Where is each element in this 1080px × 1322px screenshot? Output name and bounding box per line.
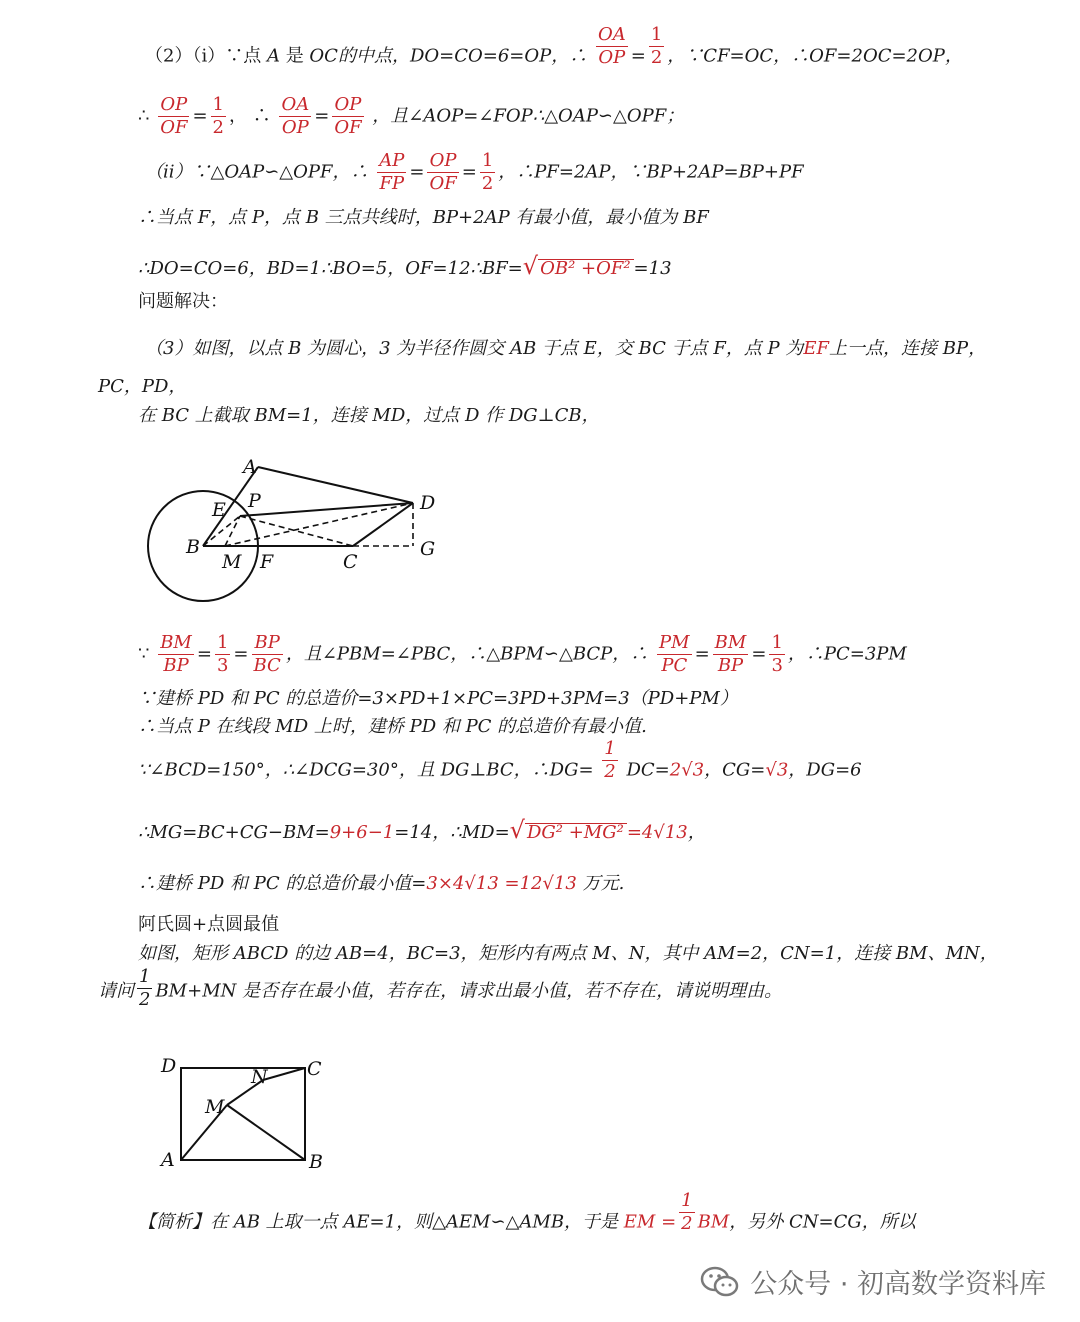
fraction (332, 96, 363, 137)
label-a: A (161, 1149, 175, 1171)
label-e: E (212, 499, 226, 521)
text: 2√3 (669, 759, 705, 781)
fraction-numerator: 1 (481, 150, 494, 171)
text: ，另外 CN=CG，所以 (729, 1211, 916, 1233)
fraction (427, 152, 458, 193)
line-3a (145, 340, 986, 358)
text: （3）如图，以点 B 为圆心，3 为半径作圆交 AB 于点 E，交 BC 于点 F，点 P 为 (145, 338, 804, 359)
fraction (769, 634, 784, 675)
fraction-numerator: 1 (771, 632, 783, 653)
fraction-denominator: BP (163, 655, 189, 676)
fraction-denominator: 2 (604, 761, 616, 782)
segment-ad (258, 467, 413, 503)
text: ，∴PC=3PM (787, 643, 907, 665)
text: ∵ (138, 643, 150, 665)
fraction-denominator: 2 (139, 989, 151, 1010)
fraction-denominator: 2 (212, 117, 224, 138)
wechat-icon (700, 1265, 740, 1299)
line-2i-ratios: ∴ $\frac{OP}{OF}$ = $\frac{1}{2}$ ， ∴ $\frac{OA}{OP}$ = $\frac{OP}{OF}$ ，且∠AOP=∠FOP∴△OAP∽△OPF； (138, 94, 685, 138)
line-3b: PC，PD， (98, 376, 187, 397)
text: ，∴PF=2AP，∵BP+2AP=BP+PF (498, 161, 804, 183)
sqrt-radicand: OB² +OF² (538, 259, 633, 278)
label-f: F (260, 551, 274, 573)
line-2i: （2）（i）∵点 A 是 OC的中点，DO=CO=6=OP，∴ $\frac{OA}{OP}$ = $\frac{1}{2}$ ，∵CF=OC，∴OF=2OC=2OP， (145, 24, 963, 68)
text: 的中点，DO=CO=6=OP，∴ (337, 45, 588, 67)
text: ∴ (252, 105, 271, 127)
fraction-denominator: OP (598, 47, 626, 68)
fraction-numerator: PM (659, 632, 690, 653)
fraction-numerator: OP (158, 96, 189, 117)
fraction-denominator: PC (661, 655, 688, 676)
line-md (138, 818, 706, 842)
text: EF (803, 338, 830, 359)
fraction-numerator: AP (379, 150, 405, 171)
fraction-numerator: BM (714, 632, 747, 653)
fraction (211, 96, 226, 137)
text: ，CG= (704, 759, 766, 781)
line-cost1: ∵建桥 PD 和 PC 的总造价=3×PD+1×PC=3PD+3PM=3（PD+PM） (138, 688, 738, 709)
fraction-numerator: 1 (139, 966, 151, 987)
line-collinear: ∴当点 F，点 P，点 B 三点共线时，BP+2AP 有最小值，最小值为 BF (138, 207, 709, 228)
fraction-denominator: BC (253, 655, 281, 676)
fraction-numerator: OA (281, 94, 310, 115)
text: （ii）∵△OAP∽△OPF，∴ (145, 161, 369, 183)
text: =13 (633, 258, 672, 279)
heading-apollonius: 阿氏圆+点圆最值 (138, 914, 280, 935)
line-3c: 在 BC 上截取 BM=1，连接 MD，过点 D 作 DG⊥CB， (138, 405, 600, 426)
fraction-denominator: FP (379, 173, 405, 194)
line-similar: ∵ $\frac{BM}{BP}$ = $\frac{1}{3}$ = $\frac{BP}{BC}$ ，且∠PBM=∠PBC，∴△BPM∽△BCP，∴ $\frac{PM}{PC}$ = $\frac{BM}{BP}$ = $\frac{1}{3}$ ，∴PC=3PM (138, 632, 907, 676)
fraction-numerator: 1 (212, 94, 224, 115)
line-2ii: （ii）∵△OAP∽△OPF，∴ $\frac{AP}{FP}$ = $\frac{OP}{OF}$ = $\frac{1}{2}$ ，∴PF=2AP，∵BP+2AP=BP+PF (145, 150, 804, 194)
fraction (649, 26, 664, 67)
fraction-numerator: OA (597, 24, 626, 45)
fraction-denominator: 2 (650, 47, 663, 68)
fraction (158, 96, 189, 137)
fraction-numerator: 1 (681, 1190, 693, 1211)
fraction-denominator: 3 (216, 655, 229, 676)
text: OC (309, 45, 338, 67)
fraction (713, 634, 749, 675)
fraction-numerator: OP (427, 152, 458, 173)
fraction (252, 634, 283, 675)
text: ∴ (138, 105, 150, 127)
label-c: C (307, 1058, 322, 1080)
fraction-numerator: BM (160, 632, 192, 653)
fraction-denominator: 2 (681, 1213, 693, 1234)
segment-pd (240, 503, 413, 516)
fraction (158, 634, 194, 675)
label-n: N (251, 1066, 268, 1088)
fraction (596, 26, 628, 67)
fraction-numerator: 1 (650, 24, 663, 45)
fraction (602, 740, 617, 781)
line-min (138, 875, 624, 893)
text: 万元. (582, 873, 625, 894)
fraction-denominator: BP (717, 655, 744, 676)
text: √3 (765, 759, 789, 781)
label-m: M (205, 1096, 225, 1118)
label-m: M (222, 551, 242, 573)
figure-circle-quadrilateral (140, 455, 460, 615)
label-d: D (161, 1055, 177, 1077)
watermark-text: 公众号 · 初高数学资料库 (750, 1269, 1046, 1300)
fraction (657, 634, 692, 675)
text: A (266, 45, 280, 67)
text: ，DG=6 (788, 759, 862, 781)
fraction-denominator: OP (281, 117, 309, 138)
text: 【简析】在 AB 上取一点 AE=1，则△AEM∽△AMB，于是 (138, 1211, 619, 1233)
fraction (279, 96, 311, 137)
fraction-denominator: 2 (481, 173, 494, 194)
fraction (137, 968, 152, 1009)
fraction-denominator: OF (160, 117, 188, 138)
label-g: G (420, 538, 436, 560)
label-d: D (420, 492, 436, 514)
text: ∴建桥 PD 和 PC 的总造价最小值= (138, 873, 427, 894)
line-dg (138, 738, 862, 782)
segment-nc (263, 1068, 305, 1080)
text: EM = (623, 1211, 677, 1233)
segment-mb (227, 1105, 305, 1160)
sqrt-sign: √ (509, 816, 525, 844)
fraction (480, 152, 495, 193)
fraction-numerator: 1 (604, 738, 616, 759)
figure-rectangle (155, 1050, 345, 1180)
text: ∴MG=BC+CG−BM= (138, 822, 330, 843)
text: ，且∠AOP=∠FOP∴△OAP∽△OPF； (372, 105, 685, 127)
fraction-numerator: BP (252, 634, 283, 655)
line-apollo-2 (98, 966, 783, 1010)
text: DC= (626, 759, 670, 781)
text: ∵∠BCD=150°，∴∠DCG=30°，且 DG⊥BC，∴DG= (138, 759, 594, 781)
line-bf (138, 254, 672, 278)
label-b: B (309, 1151, 323, 1173)
label-c: C (343, 551, 358, 573)
text: ，∵CF=OC，∴OF=2OC=2OP， (667, 45, 963, 67)
text: ， (687, 822, 706, 843)
heading-problem-solve: 问题解决： (138, 291, 228, 312)
fraction (679, 1192, 694, 1233)
text: 9+6−1 (329, 822, 395, 843)
fraction-denominator: OF (429, 173, 457, 194)
text: =4√13 (626, 822, 688, 843)
sqrt-sign: √ (522, 252, 539, 280)
sqrt-radicand: DG² +MG² (525, 823, 627, 842)
label-b: B (186, 536, 200, 558)
text: 请问 (98, 980, 134, 1002)
text: =14，∴MD= (394, 822, 510, 843)
watermark (700, 1262, 1046, 1301)
text: ∴DO=CO=6，BD=1∴BO=5，OF=12∴BF= (138, 258, 523, 279)
fraction-numerator: OP (332, 96, 363, 117)
label-p: P (248, 490, 261, 512)
segment-mp (225, 516, 240, 546)
text: BM (697, 1211, 730, 1233)
fraction (377, 152, 406, 193)
text: （2）（i）∵点 (145, 45, 262, 67)
text: 上一点，连接 BP， (829, 338, 987, 359)
fraction-denominator: 3 (771, 655, 783, 676)
label-a: A (243, 456, 257, 478)
fraction (215, 634, 230, 675)
fraction-denominator: OF (334, 117, 362, 138)
line-apollo-1: 如图，矩形 ABCD 的边 AB=4，BC=3，矩形内有两点 M、N，其中 AM=2，CN=1，连接 BM、MN， (138, 943, 998, 964)
fraction-numerator: 1 (216, 632, 229, 653)
text: 3×4√13 =12√13 (426, 873, 577, 894)
text: BM+MN 是否存在最小值，若存在，请求出最小值，若不存在，请说明理由。 (155, 980, 783, 1002)
text: 是 (285, 45, 304, 67)
text: ，且∠PBM=∠PBC，∴△BPM∽△BCP，∴ (285, 643, 649, 665)
line-analysis (138, 1190, 916, 1234)
line-cost2: ∴当点 P 在线段 MD 上时，建桥 PD 和 PC 的总造价有最小值. (138, 716, 647, 737)
